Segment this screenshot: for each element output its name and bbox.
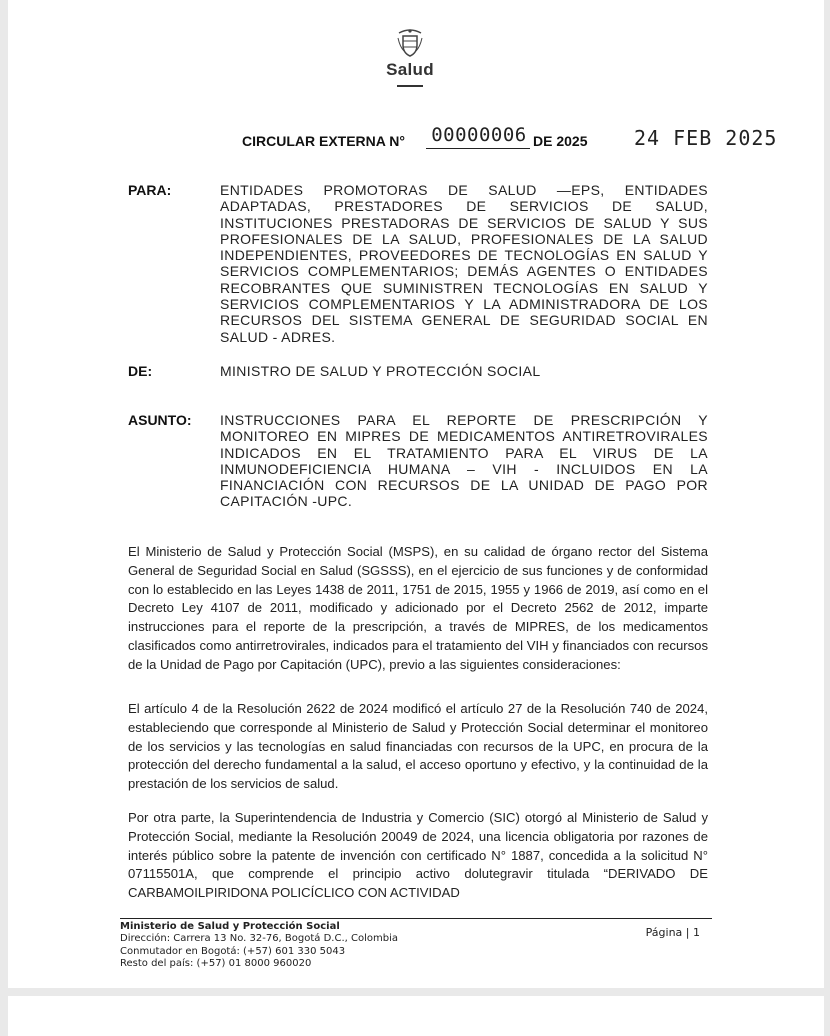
circular-number: 00000006	[431, 124, 527, 146]
de-label: DE:	[128, 363, 153, 379]
circular-label: CIRCULAR EXTERNA N°	[242, 133, 405, 149]
asunto-label: ASUNTO:	[128, 412, 192, 428]
footer-rest: Resto del país: (+57) 01 8000 960020	[120, 957, 312, 969]
footer-divider	[120, 918, 712, 919]
footer-contact	[120, 921, 560, 973]
logo-text: Salud	[386, 60, 434, 79]
circular-date: 24 FEB 2025	[634, 126, 778, 150]
document-page	[8, 0, 824, 988]
de-text: MINISTRO DE SALUD Y PROTECCIÓN SOCIAL	[220, 363, 541, 379]
body-paragraph-3: Por otra parte, la Superintendencia de Industria y Comercio (SIC) otorgó al Ministerio de Salud y Protección Social, mediante la Resolución 20049 de 2024, una licencia obligatoria por razones de interés público sobre la patente de invención con certificado N° 1887, concedida a la solicitud N° 07115501A, que comprende el principio activo dolutegravir titulada “DERIVADO DE CARBAMOILPIRIDONA POLICÍCLICO CON ACTIVIDAD	[128, 810, 708, 901]
asunto-text: INSTRUCCIONES PARA EL REPORTE DE PRESCRIPCIÓN Y MONITOREO EN MIPRES DE MEDICAMENTOS ANTIRETROVIRALES INDICADOS EN EL TRATAMIENTO PARA EL VIRUS DE LA INMUNODEFICIENCIA HUMANA – VIH - INCLUIDOS EN LA FINANCIACIÓN CON RECURSOS DE LA UNIDAD DE PAGO POR CAPITACIÓN -UPC.	[220, 412, 708, 510]
next-page-edge	[8, 996, 824, 1036]
footer-address: Dirección: Carrera 13 No. 32-76, Bogotá D.C., Colombia	[120, 933, 398, 945]
circular-year: DE 2025	[533, 133, 588, 149]
para-label: PARA:	[128, 182, 172, 198]
body-paragraph-1: El Ministerio de Salud y Protección Social (MSPS), en su calidad de órgano rector del Sistema General de Seguridad Social en Salud (SGSSS), en el ejercicio de sus funciones y de conformidad con lo establecido en las Leyes 1438 de 2011, 1751 de 2015, 1955 y 1966 de 2019, así como en el Decreto Ley 4107 de 2011, modificado y adicionado por el Decreto 2562 de 2012, imparte instrucciones para el reporte de la prescripción, a través de MIPRES, de los medicamentos clasificados como antirretrovirales, indicados para el tratamiento del VIH y financiados con recursos de la Unidad de Pago por Capitación (UPC), previo a las siguientes consideraciones:	[128, 544, 708, 672]
circular-heading	[242, 124, 782, 164]
logo-underline	[397, 85, 423, 87]
coat-of-arms-icon	[395, 26, 425, 58]
body-paragraph-2: El artículo 4 de la Resolución 2622 de 2024 modificó el artículo 27 de la Resolución 740 de 2024, estableciendo que corresponde al Ministerio de Salud y Protección Social determinar el monitoreo de los servicios y las tecnologías en salud financiadas con recursos de la UPC, en procura de la protección del derecho fundamental a la salud, el acceso oportuno y efectivo, y la continuidad de la prestación de los servicios de salud.	[128, 701, 708, 792]
footer-org: Ministerio de Salud y Protección Social	[120, 921, 340, 932]
ministry-logo	[375, 26, 445, 87]
page-number: Página | 1	[645, 926, 700, 939]
para-text: ENTIDADES PROMOTORAS DE SALUD —EPS, ENTIDADES ADAPTADAS, PRESTADORES DE SERVICIOS DE SALUD, INSTITUCIONES PRESTADORAS DE SERVICIOS DE SALUD Y SUS PROFESIONALES DE LA SALUD, PROFESIONALES DE LA SALUD INDEPENDIENTES, PROVEEDORES DE TECNOLOGÍAS EN SALUD Y SERVICIOS COMPLEMENTARIOS; DEMÁS AGENTES O ENTIDADES RECOBRANTES QUE SUMINISTREN TECNOLOGÍAS EN SALUD Y SERVICIOS COMPLEMENTARIOS Y LA ADMINISTRADORA DE LOS RECURSOS DEL SISTEMA GENERAL DE SEGURIDAD SOCIAL EN SALUD - ADRES.	[220, 182, 708, 345]
footer-phone: Conmutador en Bogotá: (+57) 601 330 5043	[120, 945, 346, 957]
number-underline	[426, 148, 530, 149]
